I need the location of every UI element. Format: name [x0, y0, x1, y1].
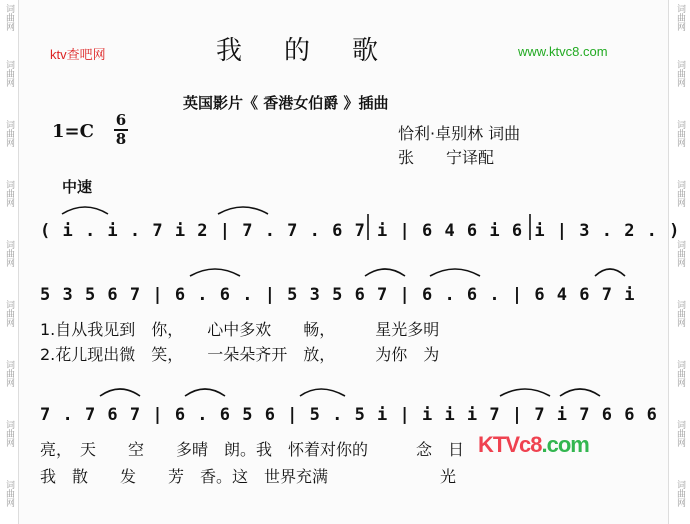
notation-line-2: 7 . 7 6 7 | 6 . 6 5 6 | 5 . 5 i | i i i 7 | 7 i 7 6 6 6: [40, 405, 658, 425]
slur-mark: [100, 389, 140, 396]
slur-mark: [500, 389, 550, 396]
side-watermark: 词曲网: [4, 120, 14, 147]
side-watermark: 词曲网: [4, 240, 14, 267]
site-name-left: ktv查吧网: [50, 47, 106, 62]
key-signature: 1=C: [52, 121, 94, 142]
slur-mark: [365, 269, 405, 276]
side-watermark: 词曲网: [4, 360, 14, 387]
side-watermark: 词曲网: [675, 4, 685, 31]
side-watermark: 词曲网: [675, 120, 685, 147]
side-watermark: 词曲网: [4, 180, 14, 207]
song-title: 我的歌: [216, 36, 421, 66]
side-watermark: 词曲网: [4, 300, 14, 327]
side-watermark: 词曲网: [675, 300, 685, 327]
tempo-marking: 中速: [62, 178, 93, 196]
slur-mark: [62, 207, 108, 214]
side-watermark: 词曲网: [675, 240, 685, 267]
slur-mark: [430, 269, 480, 276]
lyricist-credit: 恰利·卓别林 词曲: [398, 124, 521, 143]
slur-mark: [300, 389, 345, 396]
site-url-right: www.ktvc8.com: [518, 44, 608, 59]
lyric-line-2-verse-1: 亮， 天 空 多晴 朗。我 怀着对你的 念 日: [40, 440, 465, 459]
notation-line-1: 5 3 5 6 7 | 6 . 6 . | 5 3 5 6 7 | 6 . 6 . | 6 4 6 7 i: [40, 285, 636, 305]
intro-notation: ( i . i . 7 i 2 | 7 . 7 . 6 7 i | 6 4 6 i 6 i | 3 . 2 . ): [40, 221, 681, 241]
slur-mark: [190, 269, 240, 276]
ktvc8-logo: KTVc8.com: [478, 432, 589, 457]
slur-mark: [218, 207, 268, 214]
slur-mark: [560, 389, 600, 396]
time-signature-bottom: 8: [115, 130, 127, 148]
side-watermark: 词曲网: [675, 60, 685, 87]
side-watermark: 词曲网: [675, 480, 685, 507]
translator-credit: 张 宁译配: [398, 148, 495, 167]
side-watermark: 词曲网: [4, 4, 14, 31]
time-signature-top: 6: [115, 111, 127, 129]
side-watermark: 词曲网: [4, 60, 14, 87]
side-watermark: 词曲网: [675, 180, 685, 207]
slur-mark: [185, 389, 225, 396]
side-watermark: 词曲网: [675, 360, 685, 387]
side-watermark: 词曲网: [4, 420, 14, 447]
lyric-line-1-verse-2: 2.花儿现出微 笑， 一朵朵齐开 放， 为你 为: [40, 345, 440, 364]
lyric-line-1-verse-1: 1.自从我见到 你， 心中多欢 畅， 星光多明: [40, 320, 440, 339]
song-subtitle: 英国影片《 香港女伯爵 》插曲: [183, 94, 389, 112]
slur-mark: [595, 269, 625, 276]
side-watermark: 词曲网: [675, 420, 685, 447]
side-watermark: 词曲网: [4, 480, 14, 507]
lyric-line-2-verse-2: 我 散 发 芳 香。这 世界充满 光: [40, 467, 457, 486]
